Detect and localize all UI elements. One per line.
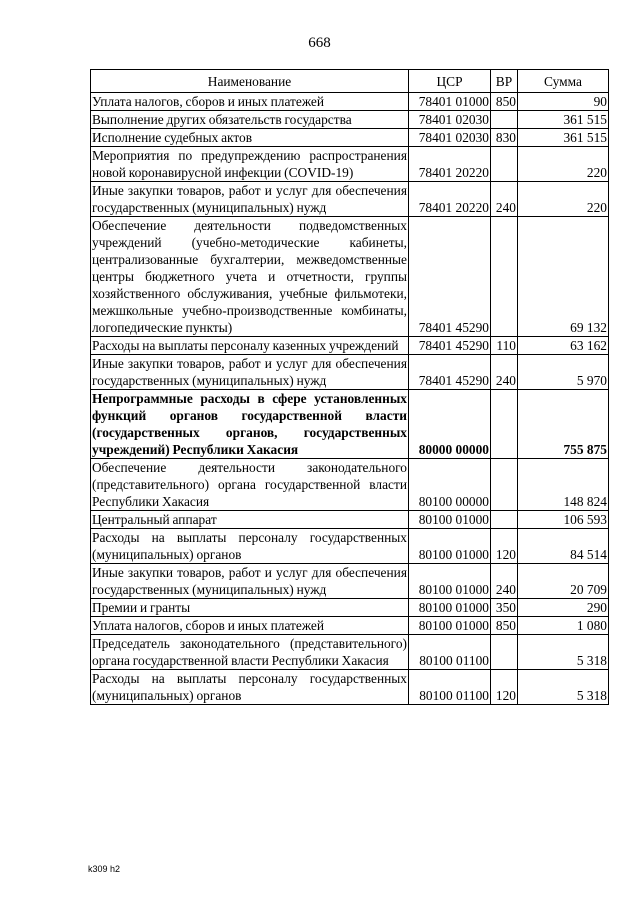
row-vr-cell: 850 — [491, 93, 518, 111]
row-name-cell: Уплата налогов, сборов и иных платежей — [91, 617, 409, 635]
row-csr-cell: 78401 45290 — [409, 355, 491, 390]
row-csr-cell: 80100 01100 — [409, 635, 491, 670]
row-vr-cell: 110 — [491, 337, 518, 355]
row-csr-cell: 80100 01000 — [409, 617, 491, 635]
row-sum-cell: 361 515 — [518, 129, 609, 147]
row-sum-cell: 290 — [518, 599, 609, 617]
row-vr-cell — [491, 217, 518, 337]
row-sum-cell: 84 514 — [518, 529, 609, 564]
row-name-cell: Иные закупки товаров, работ и услуг для обеспечения государственных (муниципальных) нужд — [92, 183, 407, 215]
row-name-cell: Исполнение судебных актов — [91, 129, 409, 147]
row-vr-cell — [491, 147, 518, 182]
table-row — [91, 93, 609, 111]
row-name-cell: Обеспечение деятельности подведомственных учреждений (учебно-методические кабинеты, централизованные бухгалтерии, межведомственные центры бюджетного учета и отчетности, группы хозяйственного обслуживания, учебные фильмотеки, межшкольные учебно-производственные комбинаты, логопедические пункты) — [92, 218, 407, 335]
row-sum-cell: 69 132 — [518, 217, 609, 337]
row-name-cell: Непрограммные расходы в сфере установленных функций органов государственной власти (государственных органов, государственных учреждений) Республики Хакасия — [92, 391, 407, 457]
header-name: Наименование — [91, 70, 409, 93]
row-name-cell: Расходы на выплаты персоналу государственных (муниципальных) органов — [92, 671, 407, 703]
table-row — [91, 564, 609, 599]
row-sum-cell: 755 875 — [518, 390, 609, 459]
row-vr-cell: 120 — [491, 670, 518, 705]
table-row — [91, 182, 609, 217]
row-vr-cell — [491, 459, 518, 511]
table-body — [91, 93, 609, 705]
row-csr-cell: 78401 01000 — [409, 93, 491, 111]
table-row — [91, 390, 609, 459]
row-vr-cell — [491, 511, 518, 529]
table-row — [91, 337, 609, 355]
row-vr-cell: 850 — [491, 617, 518, 635]
row-name-cell: Уплата налогов, сборов и иных платежей — [91, 93, 409, 111]
row-sum-cell: 5 970 — [518, 355, 609, 390]
table-row — [91, 459, 609, 511]
row-csr-cell: 78401 02030 — [409, 111, 491, 129]
header-csr: ЦСР — [409, 70, 491, 93]
row-vr-cell — [491, 390, 518, 459]
row-csr-cell: 80100 01100 — [409, 670, 491, 705]
row-sum-cell: 5 318 — [518, 635, 609, 670]
row-sum-cell: 90 — [518, 93, 609, 111]
row-sum-cell: 63 162 — [518, 337, 609, 355]
table-row — [91, 599, 609, 617]
row-name-cell: Обеспечение деятельности законодательного (представительного) органа государственной власти Республики Хакасия — [92, 460, 407, 509]
row-csr-cell: 80100 01000 — [409, 511, 491, 529]
table-row — [91, 529, 609, 564]
row-name-cell: Расходы на выплаты персоналу государственных (муниципальных) органов — [92, 530, 407, 562]
row-name-cell: Центральный аппарат — [91, 511, 409, 529]
row-name-cell: Иные закупки товаров, работ и услуг для обеспечения государственных (муниципальных) нужд — [92, 356, 407, 388]
row-csr-cell: 78401 20220 — [409, 147, 491, 182]
row-vr-cell: 350 — [491, 599, 518, 617]
row-name-cell: Выполнение других обязательств государства — [91, 111, 409, 129]
footer-code: k309 h2 — [88, 864, 121, 874]
row-sum-cell: 220 — [518, 182, 609, 217]
row-name-cell: Председатель законодательного (представительного) органа государственной власти Республики Хакасия — [92, 636, 407, 668]
row-csr-cell: 80000 00000 — [409, 390, 491, 459]
row-name-cell: Премии и гранты — [91, 599, 409, 617]
row-csr-cell: 78401 45290 — [409, 217, 491, 337]
table-row — [91, 511, 609, 529]
table-header-row — [91, 70, 609, 93]
row-sum-cell: 361 515 — [518, 111, 609, 129]
table-row — [91, 147, 609, 182]
row-csr-cell: 80100 01000 — [409, 599, 491, 617]
table-row — [91, 617, 609, 635]
row-csr-cell: 78401 02030 — [409, 129, 491, 147]
row-csr-cell: 80100 00000 — [409, 459, 491, 511]
row-name-cell: Расходы на выплаты персоналу казенных учреждений — [91, 337, 409, 355]
row-sum-cell: 20 709 — [518, 564, 609, 599]
row-vr-cell: 240 — [491, 355, 518, 390]
header-vr: ВР — [491, 70, 518, 93]
table-row — [91, 217, 609, 337]
row-vr-cell: 120 — [491, 529, 518, 564]
row-sum-cell: 220 — [518, 147, 609, 182]
row-vr-cell: 240 — [491, 182, 518, 217]
table-row — [91, 111, 609, 129]
row-vr-cell: 830 — [491, 129, 518, 147]
table-row — [91, 670, 609, 705]
table-row — [91, 635, 609, 670]
table-row — [91, 129, 609, 147]
row-vr-cell — [491, 111, 518, 129]
table-row — [91, 355, 609, 390]
row-csr-cell: 78401 45290 — [409, 337, 491, 355]
row-vr-cell: 240 — [491, 564, 518, 599]
row-name-cell: Иные закупки товаров, работ и услуг для обеспечения государственных (муниципальных) нужд — [92, 565, 407, 597]
row-vr-cell — [491, 635, 518, 670]
budget-table — [90, 69, 609, 705]
row-csr-cell: 80100 01000 — [409, 564, 491, 599]
header-sum: Сумма — [518, 70, 609, 93]
row-sum-cell: 1 080 — [518, 617, 609, 635]
row-sum-cell: 148 824 — [518, 459, 609, 511]
row-name-cell: Мероприятия по предупреждению распространения новой коронавирусной инфекции (COVID-19) — [92, 148, 407, 180]
row-sum-cell: 106 593 — [518, 511, 609, 529]
page-number: 668 — [308, 35, 331, 51]
row-sum-cell: 5 318 — [518, 670, 609, 705]
row-csr-cell: 80100 01000 — [409, 529, 491, 564]
row-csr-cell: 78401 20220 — [409, 182, 491, 217]
